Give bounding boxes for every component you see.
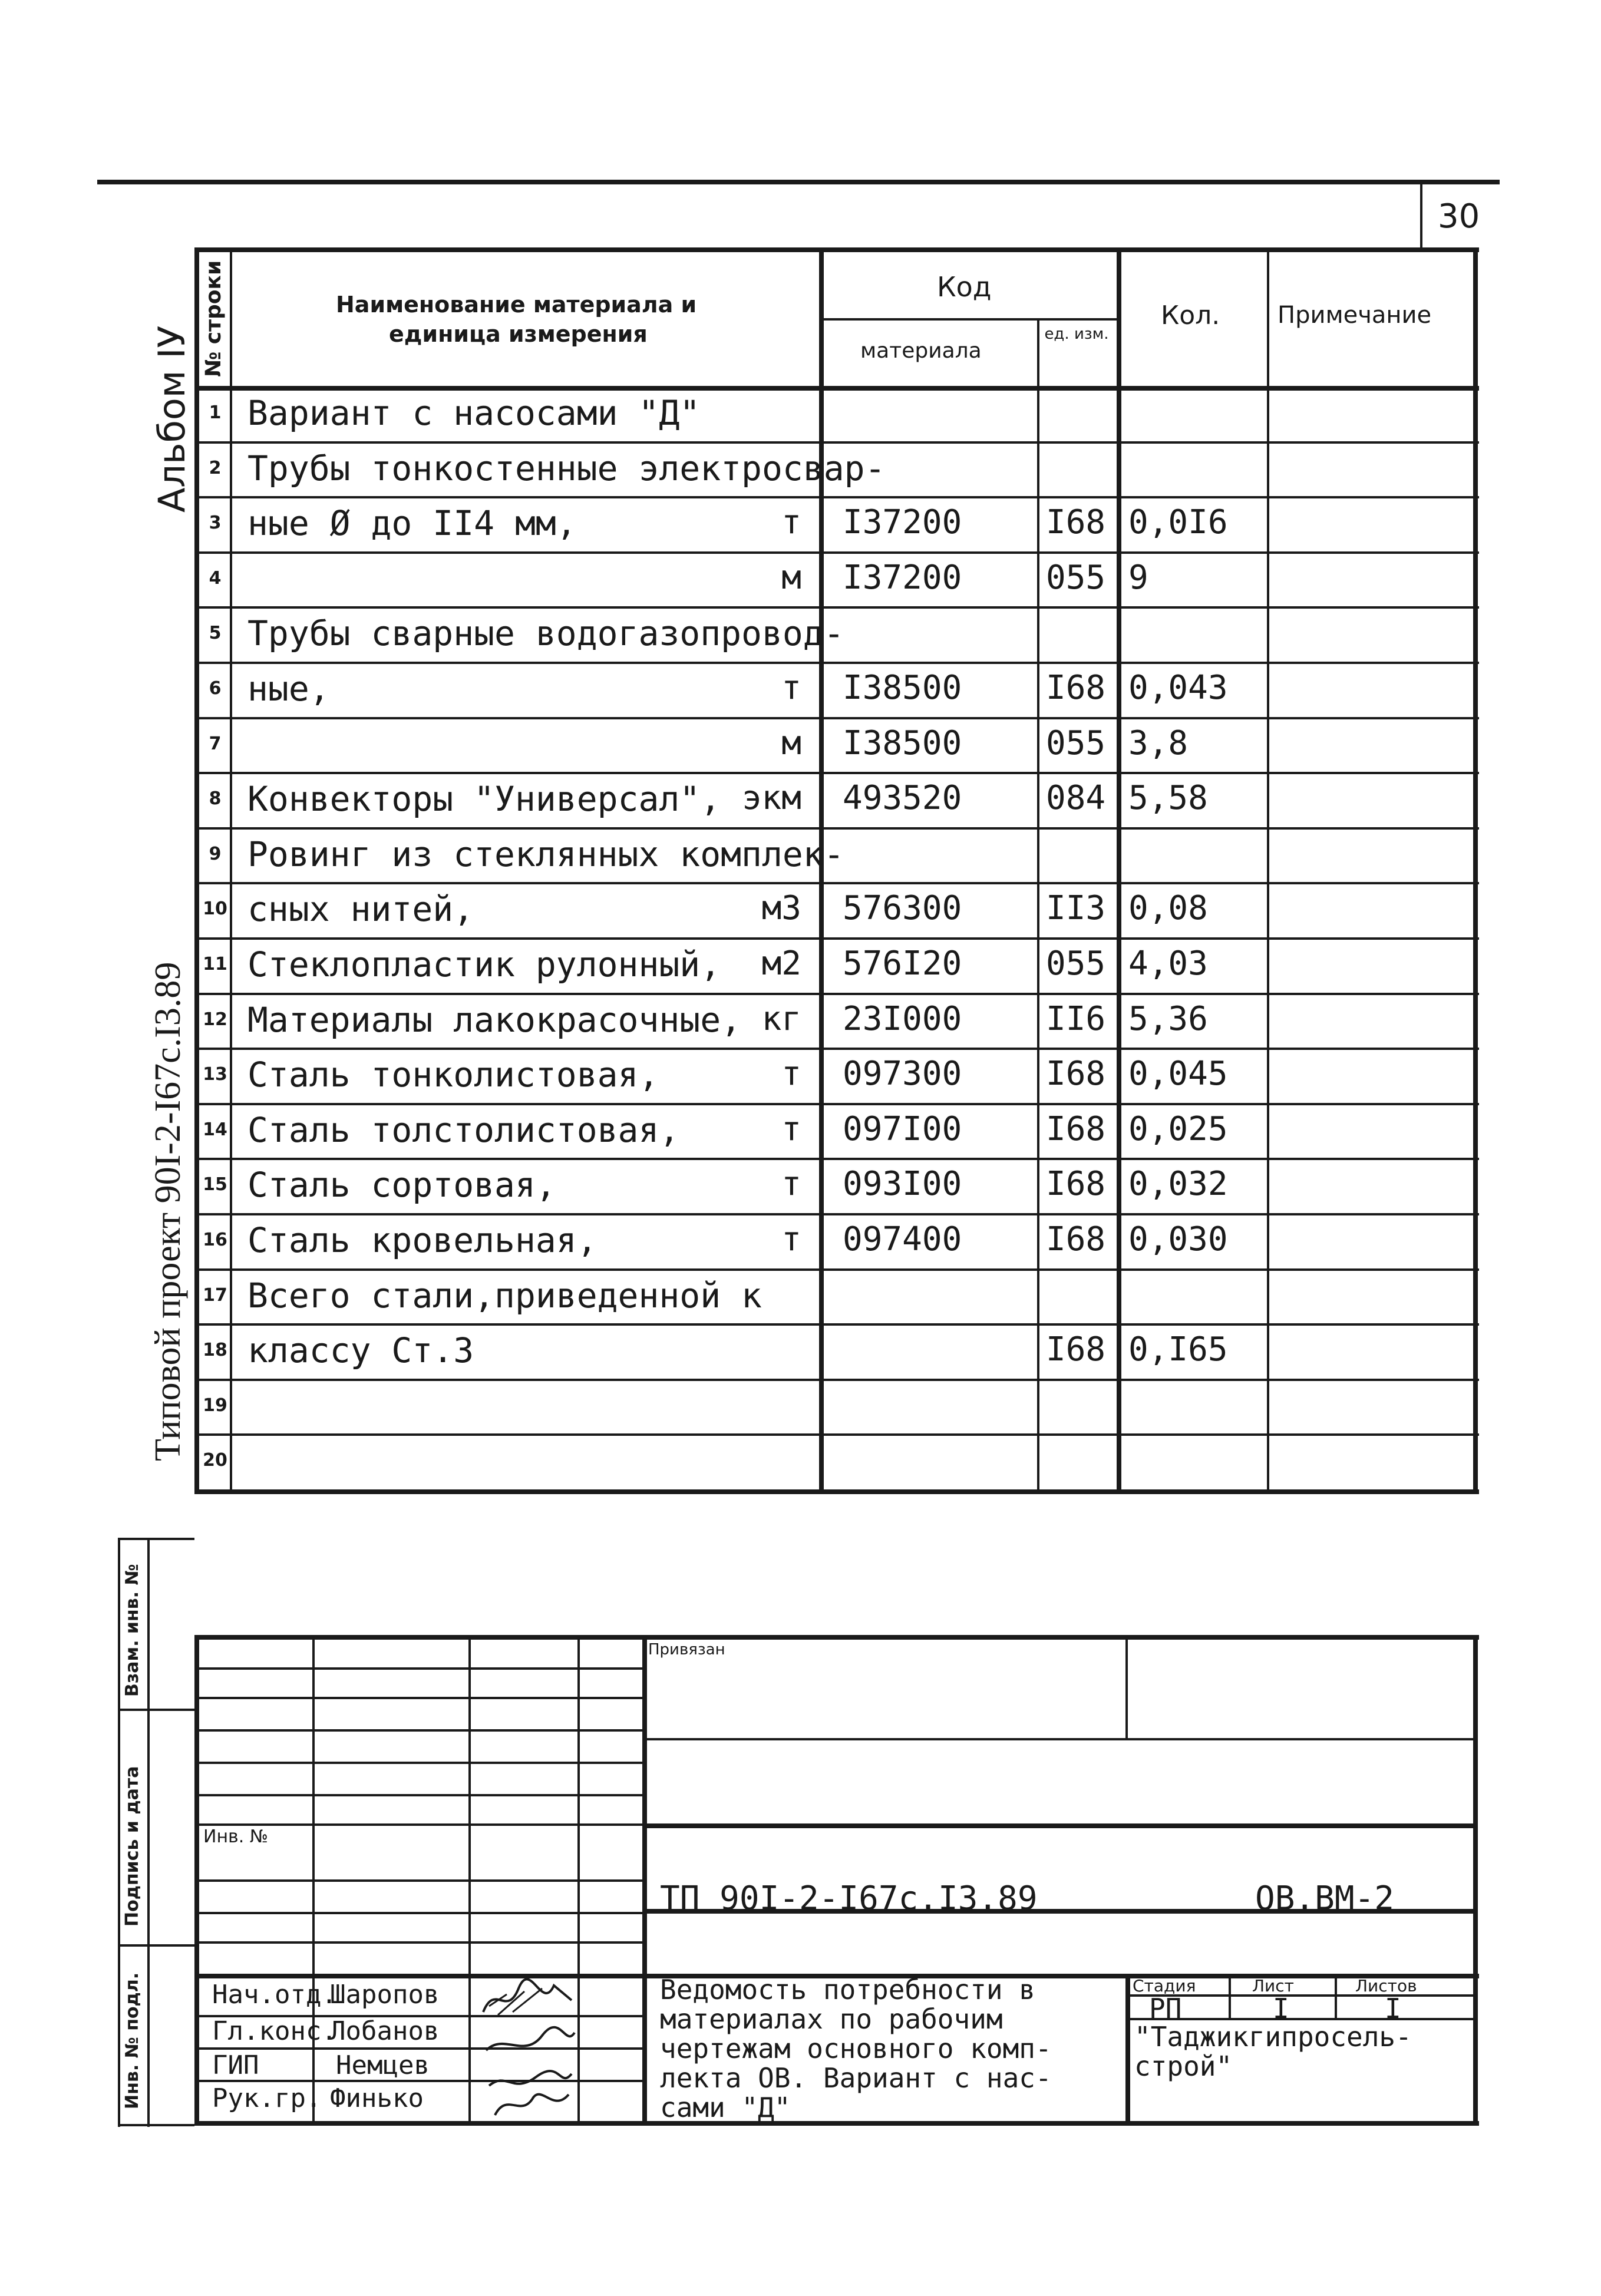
row-number: 10 <box>203 898 227 919</box>
quantity: 0,043 <box>1128 669 1228 707</box>
quantity: 0,025 <box>1128 1110 1228 1148</box>
sheet-code: ОВ.ВМ-2 <box>1255 1879 1395 1918</box>
row-divider <box>194 1323 1479 1326</box>
row-divider <box>194 441 1479 444</box>
material-name: Материалы лакокрасочные, <box>247 1000 742 1040</box>
material-name: Стеклопластик рулонный, <box>247 944 721 985</box>
material-name: Трубы сварные водогазопровод- <box>247 613 844 653</box>
quantity: 0,030 <box>1128 1220 1228 1258</box>
material-code: I38500 <box>843 724 962 762</box>
unit-code: II3 <box>1046 889 1106 927</box>
unit-code: I68 <box>1046 1330 1106 1369</box>
unit-code: 055 <box>1046 724 1106 762</box>
stamp-label-vzam: Взам. инв. № <box>122 1564 143 1697</box>
row-divider <box>194 993 1479 995</box>
unit-code: I68 <box>1046 1165 1106 1203</box>
quantity: 5,58 <box>1128 779 1208 817</box>
row-unit: м3 <box>761 889 801 927</box>
signer-role: Нач.отд. <box>212 1980 337 2010</box>
description-line: материалах по рабочим <box>660 2003 1003 2035</box>
organization-line: "Таджикгипросель- <box>1134 2021 1412 2053</box>
quantity: 0,08 <box>1128 889 1208 927</box>
material-code: 093I00 <box>843 1165 962 1203</box>
doc-description <box>660 1975 1052 2122</box>
page-number: 30 <box>1438 197 1480 236</box>
row-unit: т <box>781 1110 801 1148</box>
signer-role: Рук.гр. <box>212 2083 322 2113</box>
row-number: 8 <box>209 788 222 809</box>
material-code: I37200 <box>843 503 962 541</box>
quantity: 0,0I6 <box>1128 503 1228 541</box>
stamp-label-inv: Инв. № подл. <box>122 1972 143 2109</box>
row-divider <box>194 1213 1479 1215</box>
material-name: Конвекторы "Универсал", <box>247 779 721 819</box>
row-number: 9 <box>209 844 222 864</box>
row-divider <box>194 1268 1479 1271</box>
row-divider <box>194 937 1479 940</box>
row-number: 16 <box>203 1230 227 1250</box>
row-divider <box>194 496 1479 498</box>
row-number: 3 <box>209 513 222 533</box>
signer-role: Гл.конс. <box>212 2016 337 2046</box>
quantity: 0,I65 <box>1128 1330 1228 1369</box>
material-name: ные Ø до II4 мм, <box>247 503 577 543</box>
row-divider <box>194 1048 1479 1050</box>
row-divider <box>194 1379 1479 1381</box>
unit-code: 055 <box>1046 944 1106 983</box>
row-unit: т <box>781 503 801 541</box>
row-number: 17 <box>203 1285 227 1306</box>
description-line: сами "Д" <box>660 2092 791 2123</box>
signer-name: Шаропов <box>330 1980 440 2010</box>
description-line: лекта ОВ. Вариант с нас- <box>660 2062 1052 2094</box>
row-divider <box>194 882 1479 884</box>
sheets-value: I <box>1385 1993 1401 2024</box>
header-code: Код <box>937 271 992 303</box>
unit-code: I68 <box>1046 503 1106 541</box>
quantity: 0,045 <box>1128 1055 1228 1093</box>
signer-name: Финько <box>330 2083 424 2113</box>
row-number: 6 <box>209 678 222 699</box>
material-code: I37200 <box>843 559 962 597</box>
header-name-2: единица измерения <box>389 321 648 347</box>
signer-role: ГИП <box>212 2050 259 2080</box>
row-number: 7 <box>209 734 222 754</box>
material-code: 576300 <box>843 889 962 927</box>
row-number: 11 <box>203 954 227 974</box>
row-number: 12 <box>203 1009 227 1030</box>
row-number: 19 <box>203 1395 227 1416</box>
inv-no-label: Инв. № <box>203 1826 269 1847</box>
row-divider <box>194 1158 1479 1160</box>
quantity: 9 <box>1128 559 1148 597</box>
stage-label: Стадия <box>1133 1976 1196 1996</box>
material-code: 097I00 <box>843 1110 962 1148</box>
signer-name: Лобанов <box>330 2016 440 2046</box>
album-label: Альбом IУ <box>150 325 193 513</box>
row-number: 5 <box>209 623 222 643</box>
row-divider <box>194 662 1479 664</box>
material-code: 097400 <box>843 1220 962 1258</box>
material-name: Ровинг из стеклянных комплек- <box>247 834 844 874</box>
stamp-label-podpis: Подпись и дата <box>122 1766 143 1927</box>
unit-code: I68 <box>1046 669 1106 707</box>
sheet-value: I <box>1273 1993 1289 2024</box>
stamp-left-inner <box>147 1538 150 2127</box>
row-unit: т <box>781 1220 801 1258</box>
row-divider <box>194 1433 1479 1436</box>
material-name: Трубы тонкостенные электросвар- <box>247 448 886 488</box>
header-name: Наименование материала и <box>336 292 697 318</box>
material-code: 493520 <box>843 779 962 817</box>
material-name: Сталь тонколистовая, <box>247 1055 659 1095</box>
material-code: 576I20 <box>843 944 962 983</box>
stamp-left-border <box>118 1538 120 2127</box>
row-divider <box>194 551 1479 554</box>
header-row-no: № строки <box>202 260 226 377</box>
row-number: 15 <box>203 1174 227 1195</box>
header-qty: Кол. <box>1161 300 1220 331</box>
material-name: Всего стали,приведенной к <box>247 1276 762 1316</box>
row-unit: м <box>781 724 801 762</box>
unit-code: 084 <box>1046 779 1106 817</box>
organization <box>1134 2022 1412 2081</box>
sheets-label: Листов <box>1355 1976 1417 1996</box>
row-divider <box>194 717 1479 719</box>
description-line: Ведомость потребности в <box>660 1974 1035 2006</box>
material-name: Сталь кровельная, <box>247 1220 598 1260</box>
quantity: 4,03 <box>1128 944 1208 983</box>
material-name: сных нитей, <box>247 889 474 929</box>
quantity: 0,032 <box>1128 1165 1228 1203</box>
material-name: классу Ст.3 <box>247 1330 474 1370</box>
row-number: 13 <box>203 1064 227 1085</box>
row-divider <box>194 1103 1479 1105</box>
row-divider <box>194 772 1479 774</box>
row-unit: т <box>781 669 801 707</box>
unit-code: I68 <box>1046 1055 1106 1093</box>
material-code: 097300 <box>843 1055 962 1093</box>
material-name: Вариант с насосами "Д" <box>247 393 701 433</box>
description-line: чертежам основного комп- <box>660 2033 1052 2064</box>
row-unit: м <box>781 559 801 597</box>
top-border <box>97 180 1500 184</box>
quantity: 3,8 <box>1128 724 1189 762</box>
header-code-unit: ед. изм. <box>1044 325 1109 343</box>
material-code: I38500 <box>843 669 962 707</box>
row-unit: т <box>781 1165 801 1203</box>
unit-code: II6 <box>1046 1000 1106 1038</box>
unit-code: I68 <box>1046 1220 1106 1258</box>
stage-value: РП <box>1149 1993 1182 2024</box>
row-unit: м2 <box>761 944 801 983</box>
row-divider <box>194 827 1479 830</box>
row-number: 14 <box>203 1119 227 1140</box>
material-name: Сталь толстолистовая, <box>247 1110 680 1150</box>
unit-code: I68 <box>1046 1110 1106 1148</box>
row-unit: кг <box>761 1000 801 1038</box>
row-unit: т <box>781 1055 801 1093</box>
quantity: 5,36 <box>1128 1000 1208 1038</box>
privyazan-label: Привязан <box>648 1641 725 1659</box>
row-number: 1 <box>209 402 222 423</box>
signer-name: Немцев <box>336 2050 430 2080</box>
doc-code: ТП 90I-2-I67с.I3.89 <box>660 1879 1038 1918</box>
row-unit: экм <box>741 779 801 817</box>
material-name: Сталь сортовая, <box>247 1165 556 1205</box>
row-number: 18 <box>203 1340 227 1360</box>
signatures-image <box>471 1977 583 2121</box>
project-label: Типовой проект 90I-2-I67с.I3.89 <box>148 962 188 1461</box>
row-number: 2 <box>209 458 222 478</box>
unit-code: 055 <box>1046 559 1106 597</box>
row-number: 20 <box>203 1450 227 1471</box>
material-code: 23I000 <box>843 1000 962 1038</box>
header-code-material: материала <box>860 339 982 363</box>
material-name: ные, <box>247 669 330 709</box>
organization-line: строй" <box>1134 2050 1233 2082</box>
header-note: Примечание <box>1278 302 1432 329</box>
row-number: 4 <box>209 568 222 589</box>
row-divider <box>194 606 1479 609</box>
page-number-box-left <box>1420 180 1422 247</box>
sheet-label: Лист <box>1252 1976 1294 1996</box>
